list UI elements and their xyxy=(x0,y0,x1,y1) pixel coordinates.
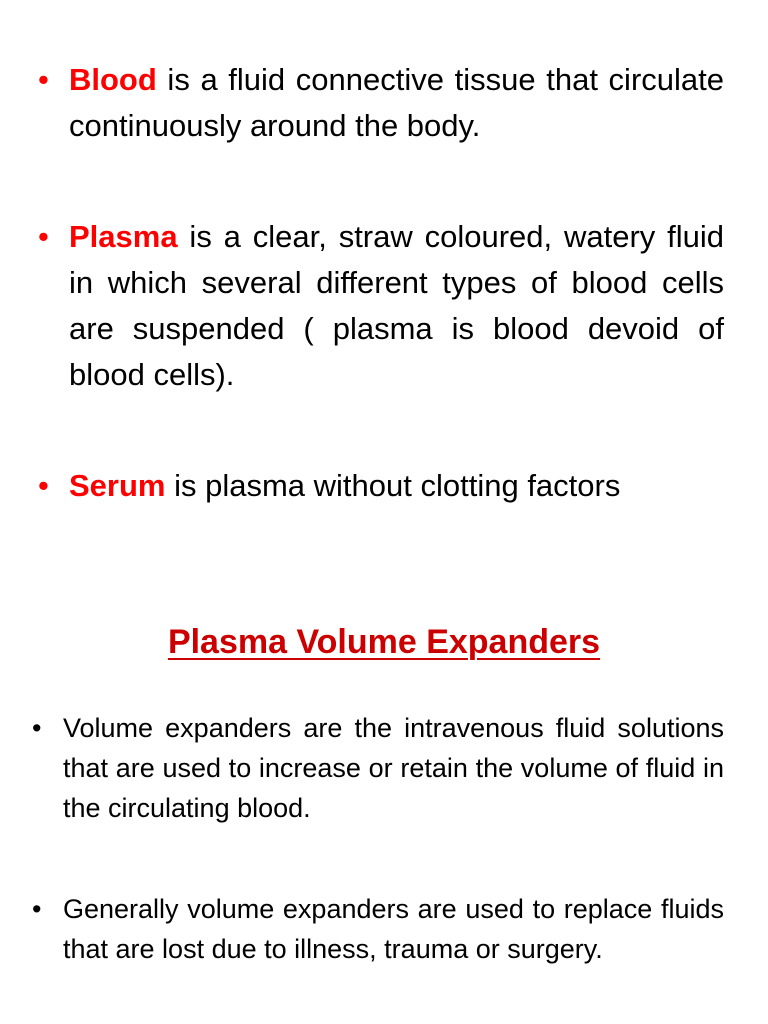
expander-point-2 xyxy=(32,889,724,969)
point-text: Volume expanders are the intravenous fluid solutions that are used to increase or retain the volume of fluid in the circulating blood. xyxy=(63,713,724,823)
bullet-row xyxy=(32,708,724,828)
section-heading: Plasma Volume Expanders xyxy=(167,623,601,661)
definition-serum xyxy=(38,463,724,509)
definition-plasma xyxy=(38,214,724,398)
term-serum: Serum xyxy=(69,468,166,503)
term-blood: Blood xyxy=(69,62,157,97)
definition-blood xyxy=(38,57,724,149)
expander-point-1 xyxy=(32,708,724,828)
bullet-row xyxy=(38,57,724,149)
term-plasma: Plasma xyxy=(69,219,178,254)
definition-body: is a fluid connective tissue that circulate continuously around the body. xyxy=(69,62,724,143)
bullet-row xyxy=(38,463,724,509)
point-text: Generally volume expanders are used to replace fluids that are lost due to illness, trauma or surgery. xyxy=(63,894,724,964)
bullet-icon: • xyxy=(32,713,42,743)
definition-text xyxy=(69,214,724,398)
definition-text xyxy=(69,463,724,509)
bullet-icon: • xyxy=(38,468,49,503)
bullet-row xyxy=(32,889,724,969)
definition-body: is plasma without clotting factors xyxy=(165,468,621,503)
bullet-icon: • xyxy=(38,219,49,254)
definition-body: is a clear, straw coloured, watery fluid in which several different types of blood cells are suspended ( plasma is blood devoid of blood cells). xyxy=(69,219,724,392)
definition-text xyxy=(69,57,724,149)
bullet-icon: • xyxy=(32,894,42,924)
bullet-icon: • xyxy=(38,62,49,97)
bullet-row xyxy=(38,214,724,398)
